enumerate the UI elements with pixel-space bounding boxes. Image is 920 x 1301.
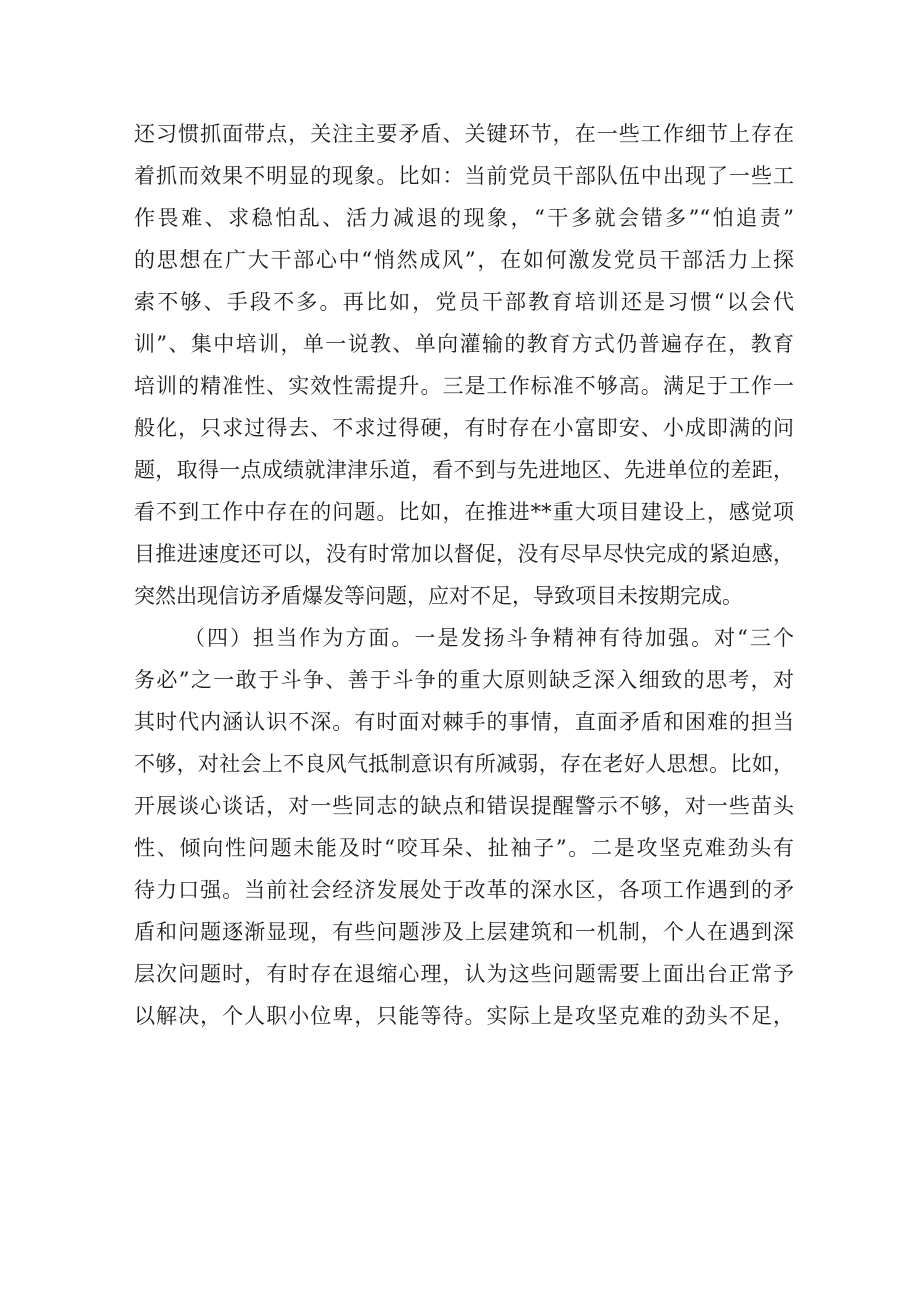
text-line: 的思想在广大干部心中“悄然成风”，在如何激发党员干部活力上探 <box>134 248 794 272</box>
text-line: 着抓而效果不明显的现象。比如：当前党员干部队伍中出现了一些工 <box>134 164 794 188</box>
text-line: 训”、集中培训，单一说教、单向灌输的教育方式仍普遍存在，教育 <box>134 332 794 356</box>
text-line: 看不到工作中存在的问题。比如，在推进**重大项目建设上，感觉项 <box>134 500 794 524</box>
text-line: 培训的精准性、实效性需提升。三是工作标准不够高。满足于工作一 <box>134 374 794 398</box>
text-line: （四）担当作为方面。一是发扬斗争精神有待加强。对“三个 <box>184 626 794 650</box>
text-line: 突然出现信访矛盾爆发等问题，应对不足，导致项目未按期完成。 <box>134 584 743 608</box>
text-line: 不够，对社会上不良风气抵制意识有所减弱，存在老好人思想。比如， <box>134 752 794 776</box>
text-line: 目推进速度还可以，没有时常加以督促，没有尽早尽快完成的紧迫感， <box>134 542 794 566</box>
document-body <box>134 113 794 1037</box>
text-line: 层次问题时，有时存在退缩心理，认为这些问题需要上面出台正常予 <box>134 962 794 986</box>
text-line: 索不够、手段不多。再比如，党员干部教育培训还是习惯“以会代 <box>134 290 794 314</box>
text-line: 题，取得一点成绩就津津乐道，看不到与先进地区、先进单位的差距， <box>134 458 794 482</box>
text-line: 开展谈心谈话，对一些同志的缺点和错误提醒警示不够，对一些苗头 <box>134 794 794 818</box>
text-line: 般化，只求过得去、不求过得硬，有时存在小富即安、小成即满的问 <box>134 416 794 440</box>
text-line: 务必”之一敢于斗争、善于斗争的重大原则缺乏深入细致的思考，对 <box>134 668 794 692</box>
paragraph <box>134 113 794 617</box>
text-line: 性、倾向性问题未能及时“咬耳朵、扯袖子”。二是攻坚克难劲头有 <box>134 836 794 860</box>
text-line: 还习惯抓面带点，关注主要矛盾、关键环节，在一些工作细节上存在 <box>134 122 794 146</box>
text-line: 盾和问题逐渐显现，有些问题涉及上层建筑和一机制，个人在遇到深 <box>134 920 794 944</box>
text-line: 作畏难、求稳怕乱、活力减退的现象，“干多就会错多”“怕追责” <box>134 206 794 230</box>
text-line: 以解决，个人职小位卑，只能等待。实际上是攻坚克难的劲头不足， <box>134 1004 794 1028</box>
text-line: 待力口强。当前社会经济发展处于改革的深水区，各项工作遇到的矛 <box>134 878 794 902</box>
paragraph <box>134 617 794 1037</box>
text-line: 其时代内涵认识不深。有时面对棘手的事情，直面矛盾和困难的担当 <box>134 710 794 734</box>
